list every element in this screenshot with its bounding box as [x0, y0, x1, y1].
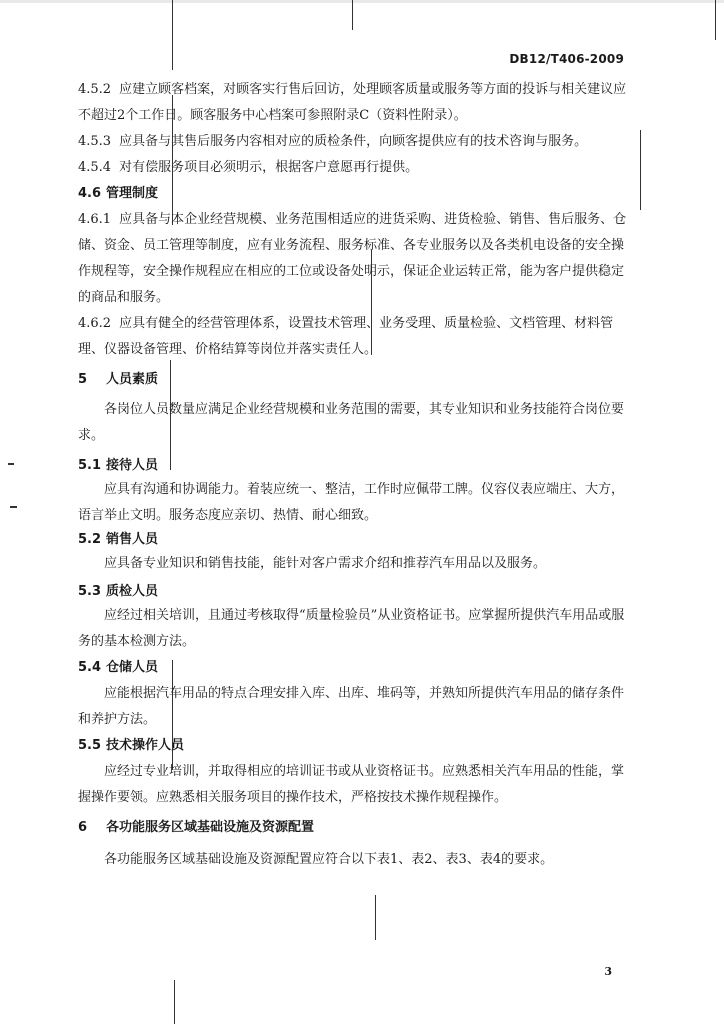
heading-number: 5.3 — [78, 584, 102, 599]
clause-text: 应建立顾客档案，对顾客实行售后回访，处理顾客质量或服务等方面的投诉与相关建议应不超过2个工作日。顾客服务中心档案可参照附录C（资料性附录）。 — [78, 82, 627, 123]
heading-number: 5.2 — [78, 532, 102, 547]
heading-5 — [78, 367, 630, 393]
clause-number: 4.5.2 — [78, 82, 112, 97]
scan-line — [352, 0, 353, 30]
scan-line — [640, 130, 641, 210]
clause-text: 应具备与本企业经营规模、业务范围相适应的进货采购、进货检验、销售、售后服务、仓储、资金、员工管理等制度，应有业务流程、服务标准、各专业服务以及各类机电设备的安全操作规程等，安全操作规程应在相应的工位或设备处明示，保证企业运转正常，能为客户提供稳定的商品和服务。 — [78, 212, 627, 305]
heading-number: 5.5 — [78, 738, 102, 753]
heading-5-2 — [78, 527, 630, 553]
heading-text: 各功能服务区域基础设施及资源配置 — [106, 820, 315, 835]
scan-mark — [8, 463, 14, 465]
scan-line — [715, 0, 716, 40]
scan-line — [174, 980, 175, 1024]
clause-4-6-2 — [78, 311, 630, 363]
heading-text: 销售人员 — [106, 532, 159, 547]
heading-number: 5.4 — [78, 660, 102, 675]
heading-text: 人员素质 — [106, 372, 159, 387]
heading-text: 仓储人员 — [106, 660, 159, 675]
heading-number: 5.1 — [78, 458, 102, 473]
clause-number: 4.6.2 — [78, 316, 112, 331]
clause-number: 4.5.4 — [78, 160, 112, 175]
heading-number: 5 — [78, 372, 88, 387]
clause-text: 对有偿服务项目必须明示，根据客户意愿再行提供。 — [119, 160, 419, 175]
clause-4-5-4 — [78, 155, 630, 181]
heading-number: 6 — [78, 820, 88, 835]
heading-5-3 — [78, 579, 630, 605]
heading-number: 4.6 — [78, 186, 102, 201]
heading-5-4 — [78, 655, 630, 681]
heading-text: 质检人员 — [106, 584, 159, 599]
scan-border — [0, 0, 724, 3]
clause-text: 应具备与其售后服务内容相对应的质检条件，向顾客提供应有的技术咨询与服务。 — [119, 134, 588, 149]
paragraph-6: 各功能服务区域基础设施及资源配置应符合以下表1、表2、表3、表4的要求。 — [104, 852, 554, 867]
scan-mark — [10, 506, 17, 508]
clause-4-5-3 — [78, 129, 630, 155]
heading-6 — [78, 815, 630, 841]
paragraph-5-2: 应具备专业知识和销售技能，能针对客户需求介绍和推荐汽车用品以及服务。 — [104, 556, 547, 571]
paragraph-5: 各岗位人员数量应满足企业经营规模和业务范围的需要，其专业知识和业务技能符合岗位要求。 — [78, 402, 625, 443]
heading-text: 管理制度 — [106, 186, 159, 201]
heading-4-6 — [78, 181, 630, 207]
clause-number: 4.6.1 — [78, 212, 112, 227]
scan-line — [375, 895, 376, 940]
heading-text: 接待人员 — [106, 458, 159, 473]
heading-5-5 — [78, 733, 630, 759]
standard-code: DB12/T406-2009 — [509, 52, 624, 66]
heading-text: 技术操作人员 — [106, 738, 185, 753]
clause-4-6-1 — [78, 207, 630, 311]
paragraph-5-5: 应经过专业培训，并取得相应的培训证书或从业资格证书。应熟悉相关汽车用品的性能，掌握操作要领。应熟悉相关服务项目的操作技术，严格按技术操作规程操作。 — [78, 764, 625, 805]
page-number: 3 — [604, 965, 612, 978]
paragraph-5-3: 应经过相关培训，且通过考核取得“质量检验员”从业资格证书。应掌握所提供汽车用品或服务的基本检测方法。 — [78, 608, 625, 649]
scan-line — [172, 0, 173, 70]
paragraph-5-1: 应具有沟通和协调能力。着装应统一、整洁，工作时应佩带工牌。仪容仪表应端庄、大方，语言举止文明。服务态度应亲切、热情、耐心细致。 — [78, 482, 625, 523]
paragraph-5-4: 应能根据汽车用品的特点合理安排入库、出库、堆码等，并熟知所提供汽车用品的储存条件和养护方法。 — [78, 686, 625, 727]
clause-4-5-2 — [78, 77, 630, 129]
clause-number: 4.5.3 — [78, 134, 112, 149]
clause-text: 应具有健全的经营管理体系，设置技术管理、业务受理、质量检验、文档管理、材料管理、仪器设备管理、价格结算等岗位并落实责任人。 — [78, 316, 614, 357]
heading-5-1 — [78, 453, 630, 479]
